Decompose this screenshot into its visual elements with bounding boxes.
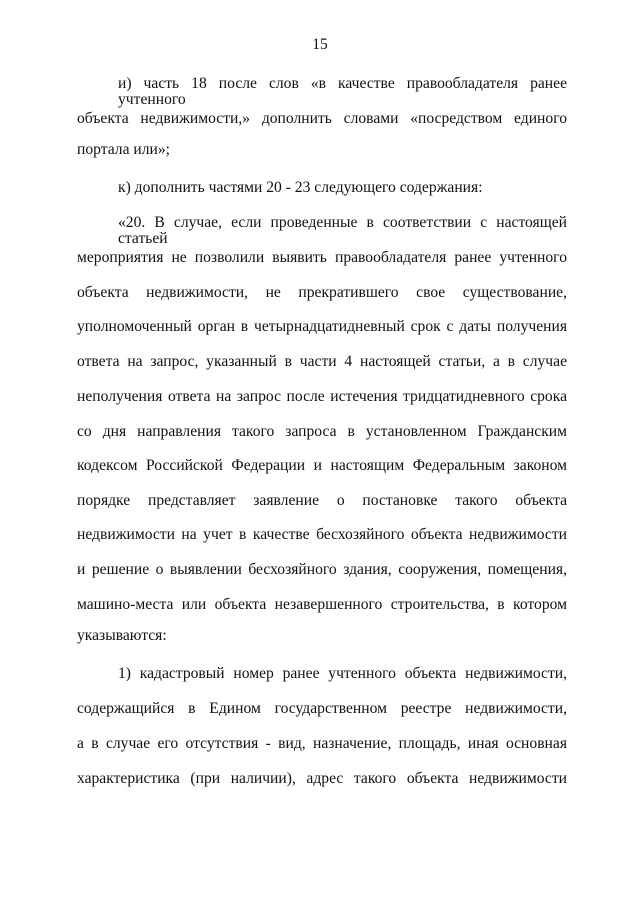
text-line: со дня направления такого запроса в установленном Гражданским <box>77 423 567 440</box>
text-line: содержащийся в Едином государственном реестре недвижимости, <box>77 700 567 717</box>
text-line: к) дополнить частями 20 - 23 следующего содержания: <box>118 179 483 196</box>
page-number: 15 <box>312 36 328 53</box>
text-line: и решение о выявлении бесхозяйного здания, сооружения, помещения, <box>77 561 567 578</box>
text-line: «20. В случае, если проведенные в соответствии с настоящей статьей <box>118 214 567 247</box>
text-line: а в случае его отсутствия - вид, назначение, площадь, иная основная <box>77 735 567 752</box>
text-line: объекта недвижимости, не прекратившего свое существование, <box>77 284 567 301</box>
text-line: 1) кадастровый номер ранее учтенного объекта недвижимости, <box>118 665 567 682</box>
text-line: порядке представляет заявление о постановке такого объекта <box>77 492 567 509</box>
text-line: ответа на запрос, указанный в части 4 настоящей статьи, а в случае <box>77 353 567 370</box>
text-line: характеристика (при наличии), адрес такого объекта недвижимости <box>77 770 567 787</box>
text-line: объекта недвижимости,» дополнить словами «посредством единого <box>77 110 567 127</box>
text-line: мероприятия не позволили выявить правообладателя ранее учтенного <box>77 249 567 266</box>
text-line: машино-места или объекта незавершенного строительства, в котором <box>77 596 567 613</box>
text-line: неполучения ответа на запрос после истечения тридцатидневного срока <box>77 388 567 405</box>
text-line: кодексом Российской Федерации и настоящим Федеральным законом <box>77 457 567 474</box>
text-line: уполномоченный орган в четырнадцатидневный срок с даты получения <box>77 318 567 335</box>
text-line: портала или»; <box>77 141 170 158</box>
text-line: и) часть 18 после слов «в качестве правообладателя ранее учтенного <box>118 75 567 108</box>
text-line: указываются: <box>77 627 167 644</box>
text-line: недвижимости на учет в качестве бесхозяйного объекта недвижимости <box>77 526 567 543</box>
